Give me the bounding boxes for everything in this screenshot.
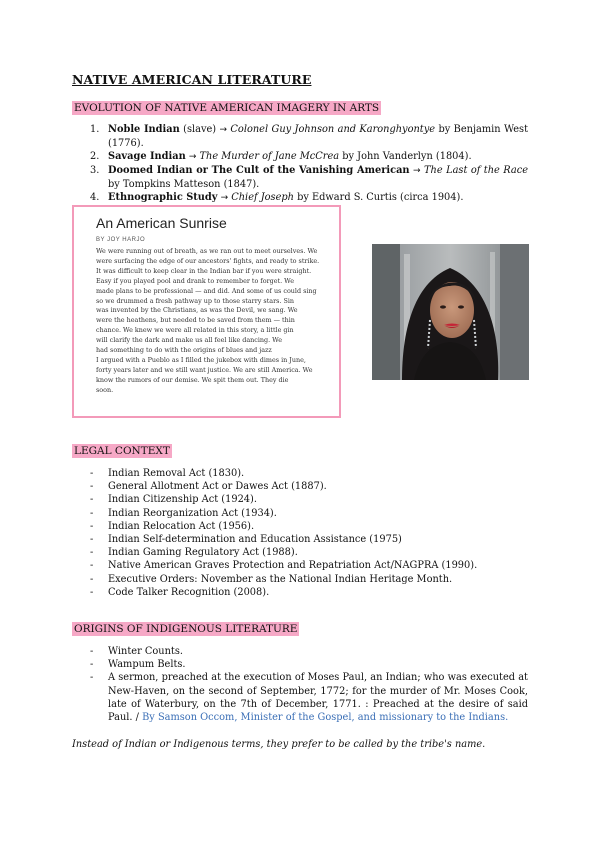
author-portrait-photo — [372, 244, 529, 380]
list-item: - A sermon, preached at the execution of Moses Paul, an Indian; who was executed at New-Haven, on the second of September, 1772; for the murder of Mr. Moses Cook, late of Waterbury, on the 7th of December, 1771. : Preached at the desire of said Paul. / By Samson Occom, Minister of the Gospel, and missionary to the Indians. — [72, 671, 528, 724]
list-item: - Wampum Belts. — [72, 658, 528, 671]
section-heading-origins: ORIGINS OF INDIGENOUS LITERATURE — [74, 623, 298, 635]
list-item: 2. Savage Indian → The Murder of Jane McCrea by John Vanderlyn (1804). — [90, 151, 472, 162]
poem-text — [96, 247, 328, 396]
list-item: - Indian Relocation Act (1956). — [72, 520, 528, 533]
list-item: - Indian Self-determination and Education Assistance (1975) — [72, 533, 528, 546]
poem-line: know the rumors of our demise. We spit them out. They die — [96, 375, 289, 384]
arrow-icon: → — [219, 125, 228, 135]
origins-list — [72, 645, 528, 724]
poem-line: made plans to be professional — and did. And some of us could sing — [96, 286, 317, 295]
poem-line: had something to do with the origins of blues and jazz — [96, 346, 272, 355]
list-item: - Code Talker Recognition (2008). — [72, 586, 528, 599]
arrow-icon: → — [413, 166, 421, 176]
poem-line: so we drummed a fresh pathway up to those starry stars. Sin — [96, 296, 295, 305]
list-item: - Indian Removal Act (1830). — [72, 467, 528, 480]
citation-link[interactable]: By Samson Occom, Minister of the Gospel, and missionary to the Indians. — [142, 712, 509, 724]
poem-title: An American Sunrise — [96, 215, 227, 231]
arrow-icon: → — [220, 193, 229, 203]
list-item: - Indian Citizenship Act (1924). — [72, 493, 528, 506]
poem-line: was invented by the Christians, as was the Devil, we sang. We — [96, 306, 298, 315]
list-item: 3. Doomed Indian or The Cult of the Vanishing American → The Last of the Race by Tompkins Matteson (1847). — [90, 165, 528, 190]
poem-line: We were running out of breath, as we ran out to meet ourselves. We — [96, 247, 318, 255]
poem-line: will clarify the dark and make us all feel like dancing. We — [96, 336, 283, 345]
poem-line: chance. We knew we were all related in this story, a little gin — [96, 326, 294, 335]
legal-list — [72, 467, 528, 599]
list-item: - Executive Orders: November as the National Indian Heritage Month. — [72, 573, 528, 586]
list-item: - Winter Counts. — [72, 645, 528, 658]
page-title: NATIVE AMERICAN LITERATURE — [72, 72, 312, 87]
arrow-icon: → — [188, 152, 197, 162]
list-item: 1. Noble Indian (slave) → Colonel Guy Johnson and Karonghyontye by Benjamin West (1776). — [90, 124, 528, 149]
poem-author: BY JOY HARJO — [96, 237, 146, 243]
closing-note: Instead of Indian or Indigenous terms, they prefer to be called by the tribe's name. — [72, 739, 486, 750]
list-item: - Indian Reorganization Act (1934). — [72, 507, 528, 520]
list-item: - Native American Graves Protection and Repatriation Act/NAGPRA (1990). — [72, 559, 528, 572]
list-item: 4. Ethnographic Study → Chief Joseph by Edward S. Curtis (circa 1904). — [90, 192, 464, 203]
poem-line: were the heathens, but needed to be saved from them — thin — [96, 316, 295, 325]
list-item: - Indian Gaming Regulatory Act (1988). — [72, 546, 528, 559]
works-list — [72, 123, 528, 205]
section-heading-legal: LEGAL CONTEXT — [74, 445, 170, 457]
poem-line: I argued with a Pueblo as I filled the jukebox with dimes in June, — [96, 355, 306, 364]
list-item: - General Allotment Act or Dawes Act (1887). — [72, 480, 528, 493]
poem-line: Easy if you played pool and drank to remember to forget. We — [96, 276, 294, 285]
poem-line: were surfacing the edge of our ancestors' fights, and ready to strike. — [96, 256, 320, 265]
poem-line: It was difficult to keep clear in the Indian bar if you were straight. — [96, 266, 312, 275]
section-heading-evolution: EVOLUTION OF NATIVE AMERICAN IMAGERY IN ARTS — [74, 102, 380, 114]
poem-line: soon. — [96, 385, 114, 394]
poem-line: forty years later and we still want justice. We are still America. We — [96, 365, 313, 374]
poem-image — [72, 205, 341, 418]
